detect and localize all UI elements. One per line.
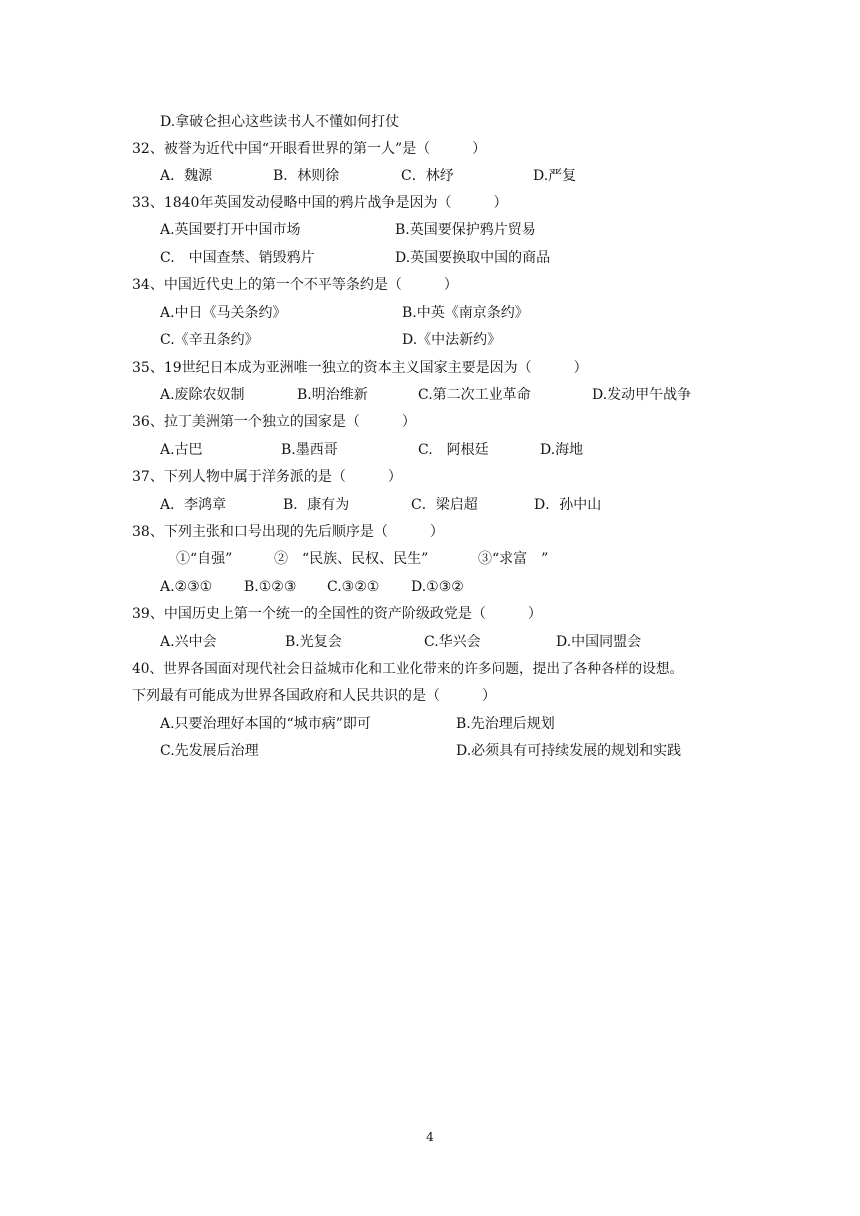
statement-2: ② “民族、民权、民生”: [274, 551, 429, 567]
question-stem: 33、1840年英国发动侵略中国的鸦片战争是因为（ ）: [132, 195, 508, 211]
option-d: D.《中法新约》: [402, 332, 502, 348]
option-d: D.必须具有可持续发展的规划和实践: [456, 743, 682, 759]
option-a: A.英国要打开中国市场: [160, 222, 301, 238]
option-a: A．魏源: [160, 168, 213, 184]
page-number: 4: [426, 1130, 434, 1144]
option-c: C.第二次工业革命: [418, 387, 531, 403]
option-c: C.先发展后治理: [160, 743, 259, 759]
question-stem: 34、中国近代史上的第一个不平等条约是（ ）: [132, 277, 458, 293]
option-c: C.华兴会: [424, 634, 481, 650]
option-a: A.②③①: [160, 579, 213, 595]
option-b: B．林则徐: [273, 168, 340, 184]
option-a: A.只要治理好本国的“城市病”即可: [160, 716, 371, 732]
option-b: B．康有为: [283, 497, 350, 513]
question-stem: 40、世界各国面对现代社会日益城市化和工业化带来的许多问题，提出了各种各样的设想。: [132, 661, 684, 677]
option-d: D.严复: [533, 168, 577, 184]
prev-question-option-d: D.拿破仑担心这些读书人不懂如何打仗: [160, 114, 400, 130]
option-b: B.墨西哥: [281, 442, 338, 458]
question-stem: 38、下列主张和口号出现的先后顺序是（ ）: [132, 524, 444, 540]
statement-3: ③“求富 ”: [478, 551, 549, 567]
option-a: A.兴中会: [160, 634, 217, 650]
statement-1: ①“自强”: [176, 551, 233, 567]
option-a: A.废除农奴制: [160, 387, 245, 403]
option-d: D.中国同盟会: [556, 634, 642, 650]
option-d: D.海地: [540, 442, 584, 458]
option-c: C.《辛丑条约》: [160, 332, 259, 348]
option-d: D.①③②: [411, 579, 464, 595]
option-b: B.先治理后规划: [456, 716, 555, 732]
option-a: A．李鸿章: [160, 497, 227, 513]
option-c: C. 阿根廷: [418, 442, 489, 458]
question-stem: 32、被誉为近代中国“开眼看世界的第一人”是（ ）: [132, 141, 487, 157]
question-stem-continued: 下列最有可能成为世界各国政府和人民共识的是（ ）: [132, 688, 496, 704]
option-b: B.中英《南京条约》: [402, 305, 529, 321]
question-stem: 39、中国历史上第一个统一的全国性的资产阶级政党是（ ）: [132, 606, 542, 622]
option-c: C.③②①: [327, 579, 380, 595]
question-stem: 35、19世纪日本成为亚洲唯一独立的资本主义国家主要是因为（ ）: [132, 360, 588, 376]
question-stem: 37、下列人物中属于洋务派的是（ ）: [132, 469, 402, 485]
option-b: B.①②③: [244, 579, 297, 595]
question-stem: 36、拉丁美洲第一个独立的国家是（ ）: [132, 414, 416, 430]
option-b: B.光复会: [285, 634, 342, 650]
option-b: B.英国要保护鸦片贸易: [395, 222, 536, 238]
option-a: A.古巴: [160, 442, 203, 458]
option-d: D．孙中山: [534, 497, 602, 513]
option-a: A.中日《马关条约》: [160, 305, 287, 321]
option-c: C．林纾: [401, 168, 454, 184]
option-d: D.英国要换取中国的商品: [395, 250, 551, 266]
option-b: B.明治维新: [297, 387, 368, 403]
option-c: C．梁启超: [411, 497, 478, 513]
option-d: D.发动甲午战争: [592, 387, 692, 403]
option-c: C. 中国查禁、销毁鸦片: [160, 250, 315, 266]
